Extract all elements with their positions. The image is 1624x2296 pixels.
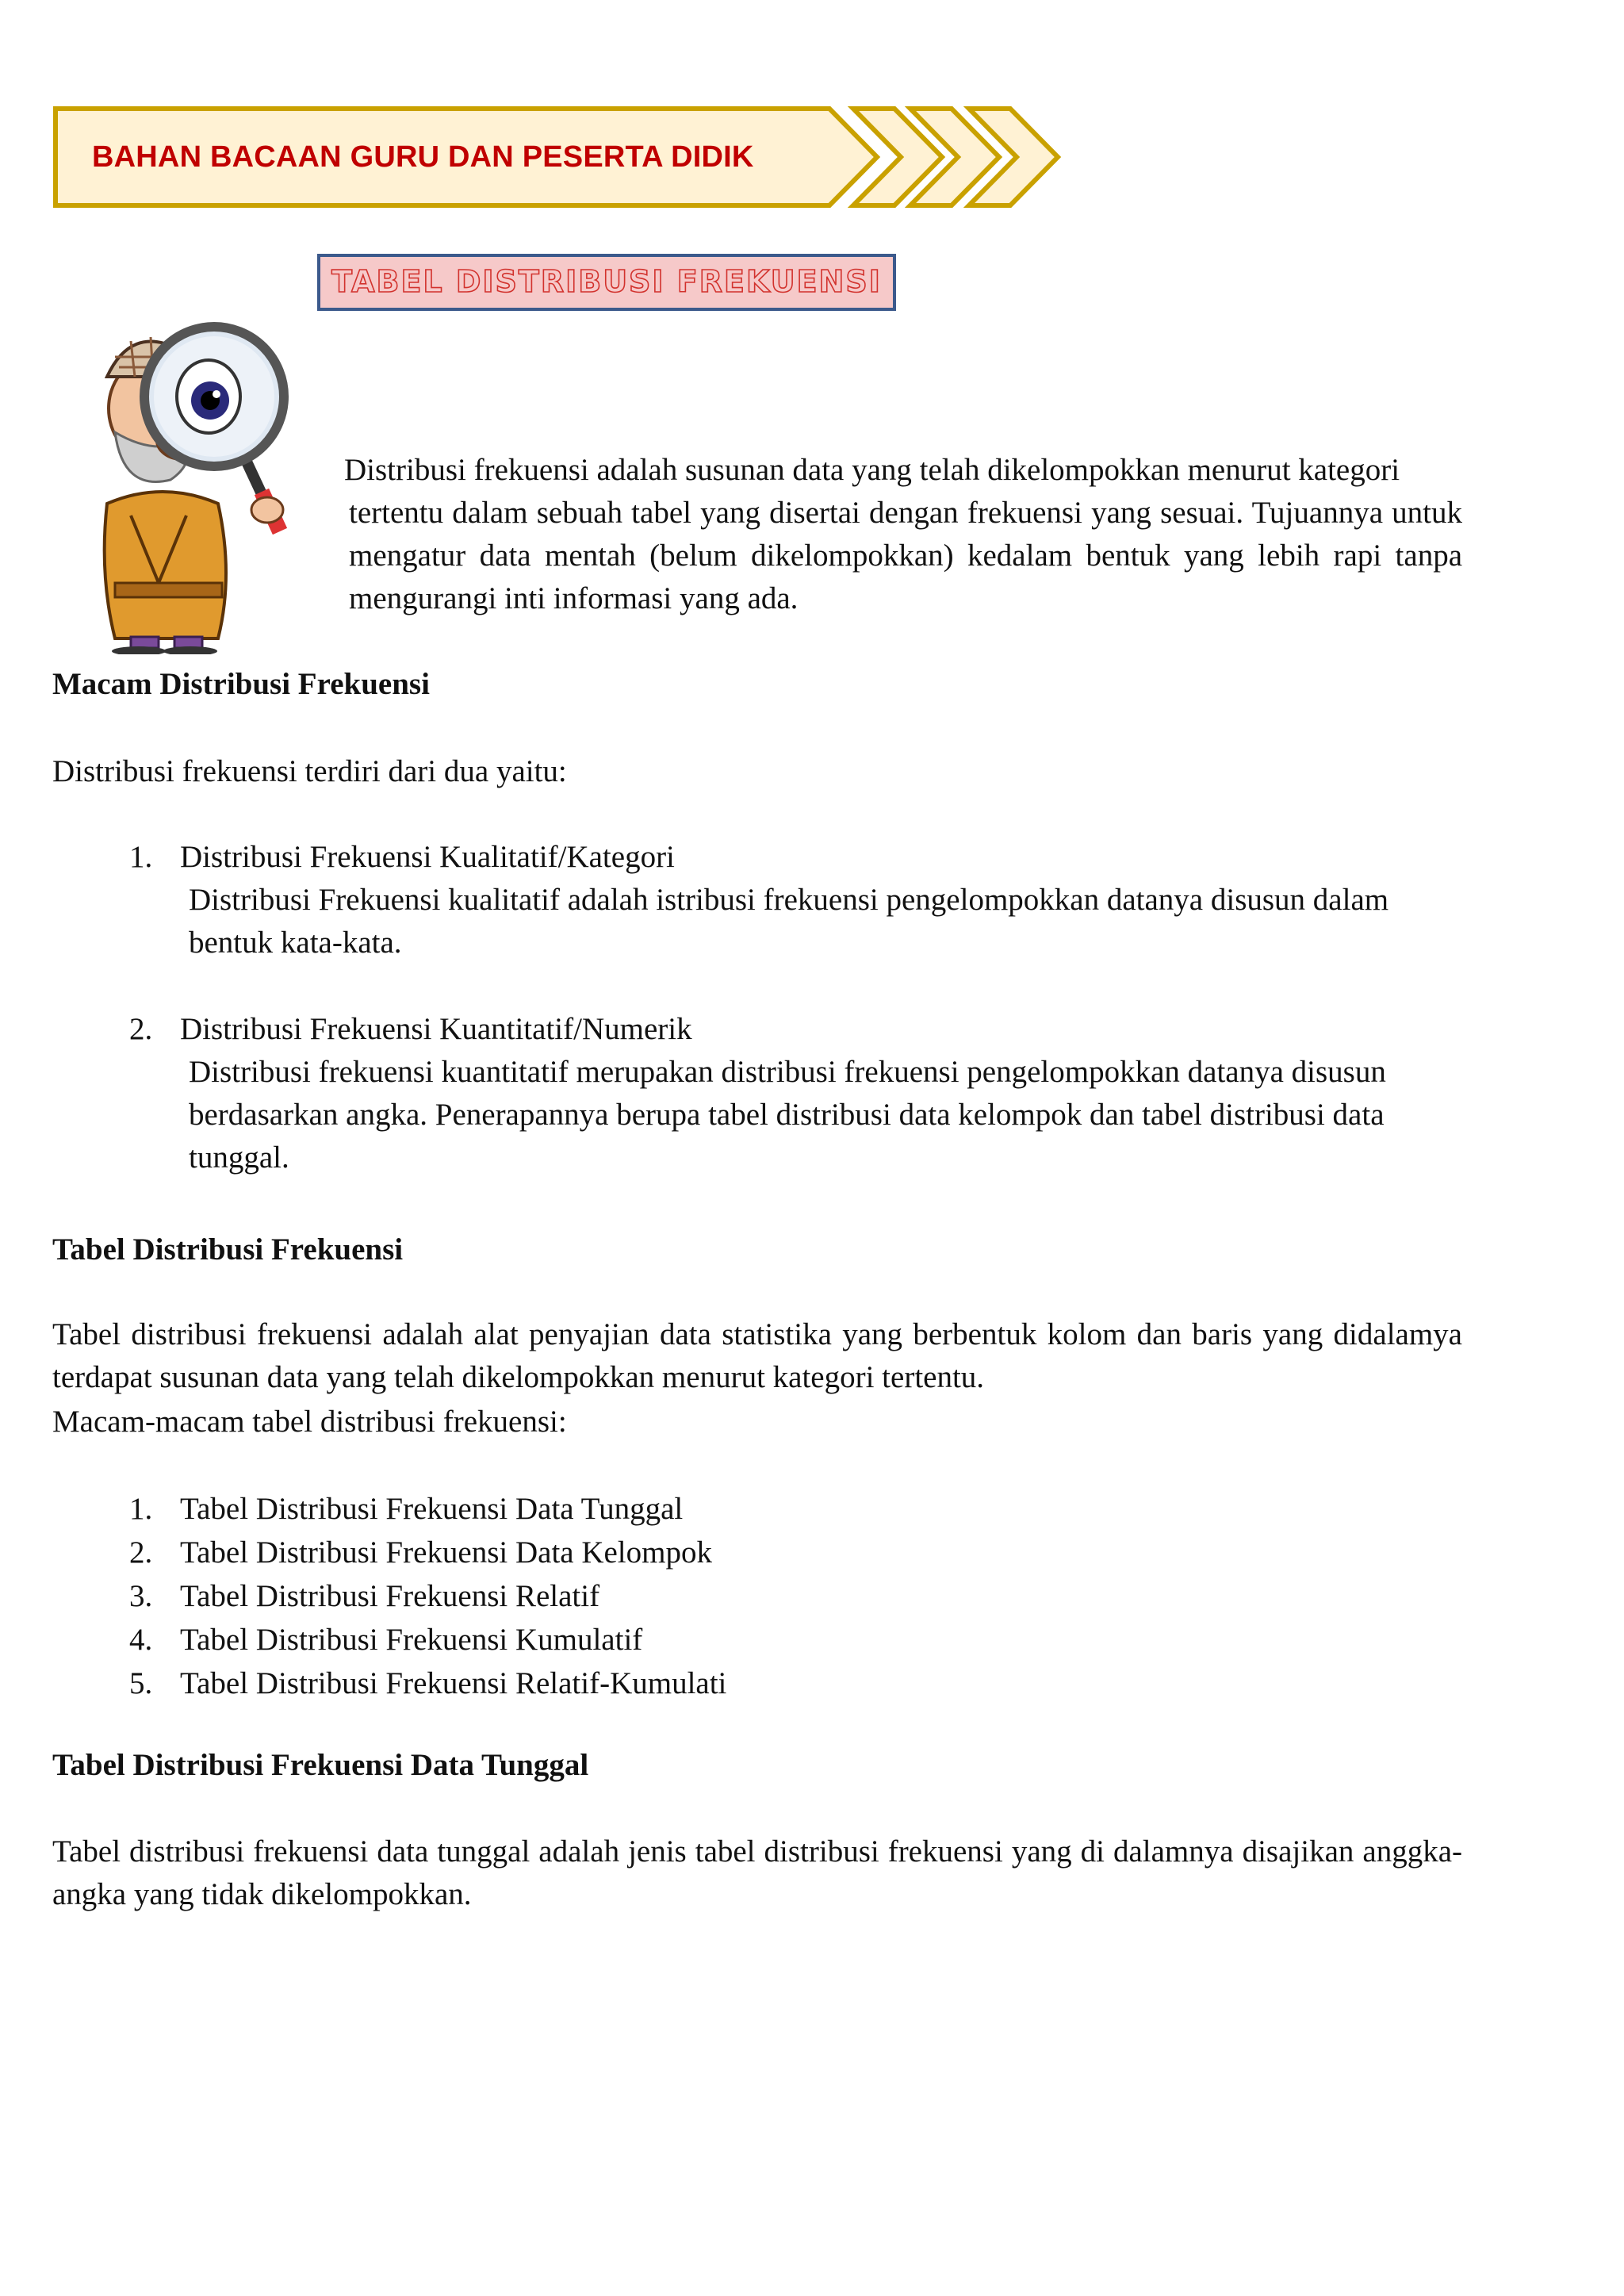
list-item [129,836,675,879]
list-item-title: Distribusi Frekuensi Kuantitatif/Numerik [180,1012,692,1046]
list-item-text: Tabel Distribusi Frekuensi Relatif-Kumulati [180,1666,727,1700]
intro-first-line: Distribusi frekuensi adalah susunan data yang telah dikelompokkan menurut kategori [344,453,1400,487]
list-item-title: Distribusi Frekuensi Kualitatif/Kategori [180,840,675,874]
list-item [129,1574,726,1618]
list-item-description: Distribusi Frekuensi kualitatif adalah istribusi frekuensi pengelompokkan datanya disusun dalam bentuk kata-kata. [189,883,1389,960]
section3-paragraph: Tabel distribusi frekuensi data tunggal adalah jenis tabel distribusi frekuensi yang di dalamnya disajikan anggka-angka yang tidak dikelompokkan. [52,1834,1462,1911]
list-number: 5. [129,1666,153,1700]
list-number: 1. [129,840,153,874]
detective-magnifier-icon [83,321,313,654]
list-item [129,1008,692,1051]
list-number: 2. [129,1535,153,1570]
table-types-list [129,1487,726,1705]
list-item-text: Tabel Distribusi Frekuensi Relatif [180,1579,600,1613]
list-item [129,1618,726,1662]
heading-macam-distribusi: Macam Distribusi Frekuensi [52,667,430,701]
list-item [129,1531,726,1574]
intro-rest: tertentu dalam sebuah tabel yang disertai dengan frekuensi yang sesuai. Tujuannya untuk mengatur data mentah (belum dikelompokkan) kedalam bentuk yang lebih rapi tanpa mengurangi inti informasi yang ada. [349,496,1462,615]
list-item [129,1662,726,1705]
heading-data-tunggal: Tabel Distribusi Frekuensi Data Tunggal [52,1748,589,1782]
list-item [129,1487,726,1531]
section2-paragraph: Tabel distribusi frekuensi adalah alat penyajian data statistika yang berbentuk kolom dan baris yang didalamya terdapat susunan data yang telah dikelompokkan menurut kategori tertentu. [52,1317,1462,1394]
heading-tabel-distribusi: Tabel Distribusi Frekuensi [52,1232,404,1267]
header-banner [52,105,1067,209]
list-item-text: Tabel Distribusi Frekuensi Data Tunggal [180,1492,684,1526]
banner-title: BAHAN BACAAN GURU DAN PESERTA DIDIK [92,140,754,174]
list-item-description: Distribusi frekuensi kuantitatif merupakan distribusi frekuensi pengelompokkan datanya disusun berdasarkan angka. Penerapannya berupa tabel distribusi data kelompok dan tabel distribusi data tunggal. [189,1055,1386,1175]
list-number: 1. [129,1492,153,1526]
list-item-text: Tabel Distribusi Frekuensi Data Kelompok [180,1535,712,1570]
intro-paragraph [344,449,1462,620]
section1-lead: Distribusi frekuensi terdiri dari dua yaitu: [52,754,567,788]
section2-lead: Macam-macam tabel distribusi frekuensi: [52,1405,567,1439]
section-title: TABEL DISTRIBUSI FREKUENSI [331,264,882,299]
list-number: 2. [129,1012,153,1046]
list-item-text: Tabel Distribusi Frekuensi Kumulatif [180,1623,643,1657]
list-number: 3. [129,1579,153,1613]
list-number: 4. [129,1623,153,1657]
section-title-box [317,254,896,311]
